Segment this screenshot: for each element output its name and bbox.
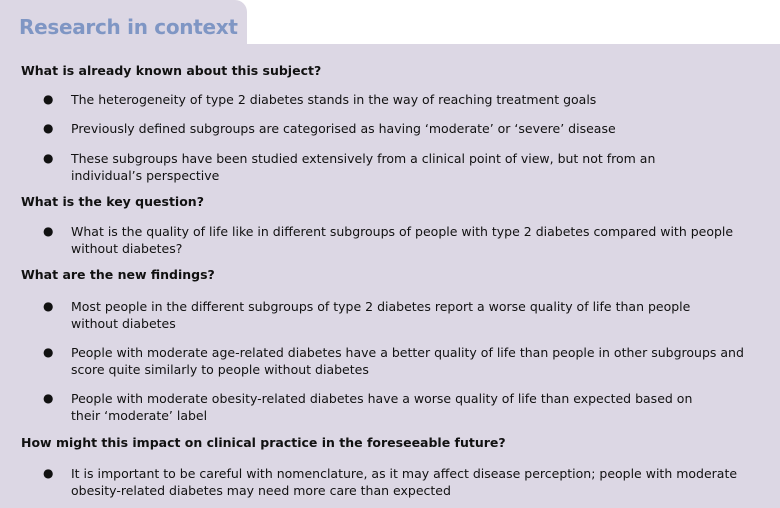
bullet-icon: ● [43,121,54,135]
list-item-text: What is the quality of life like in different subgroups of people with type 2 diabetes compared with people without diabetes? [71,224,734,256]
bullet-icon: ● [43,92,54,106]
bullet-icon: ● [43,466,54,480]
section-heading-key-question: What is the key question? [21,194,204,209]
bullet-icon: ● [43,299,54,313]
list-item-text: The heterogeneity of type 2 diabetes stands in the way of reaching treatment goals [71,92,597,107]
box-title: Research in context [19,15,238,39]
list-item-text: People with moderate age-related diabetes have a better quality of life than people in other subgroups and score quite similarly to people without diabetes [71,345,744,377]
bullet-icon: ● [43,345,54,359]
section-heading-known: What is already known about this subject? [21,63,322,78]
section-heading-new-findings: What are the new findings? [21,267,215,282]
bullet-icon: ● [43,151,54,165]
list-item-text: People with moderate obesity-related diabetes have a worse quality of life than expected based on their ‘moderate’ label [71,391,693,423]
bullet-icon: ● [43,224,54,238]
list-item-text: These subgroups have been studied extensively from a clinical point of view, but not from an individual’s perspective [71,151,656,183]
list-item-text: Previously defined subgroups are categorised as having ‘moderate’ or ‘severe’ disease [71,121,616,136]
list-item-text: Most people in the different subgroups of type 2 diabetes report a worse quality of life than people without diabetes [71,299,691,331]
section-tab [0,0,247,44]
section-heading-clinical-impact: How might this impact on clinical practice in the foreseeable future? [21,435,506,450]
list-item-text: It is important to be careful with nomenclature, as it may affect disease perception; people with moderate obesity-related diabetes may need more care than expected [71,466,738,498]
bullet-icon: ● [43,391,54,405]
